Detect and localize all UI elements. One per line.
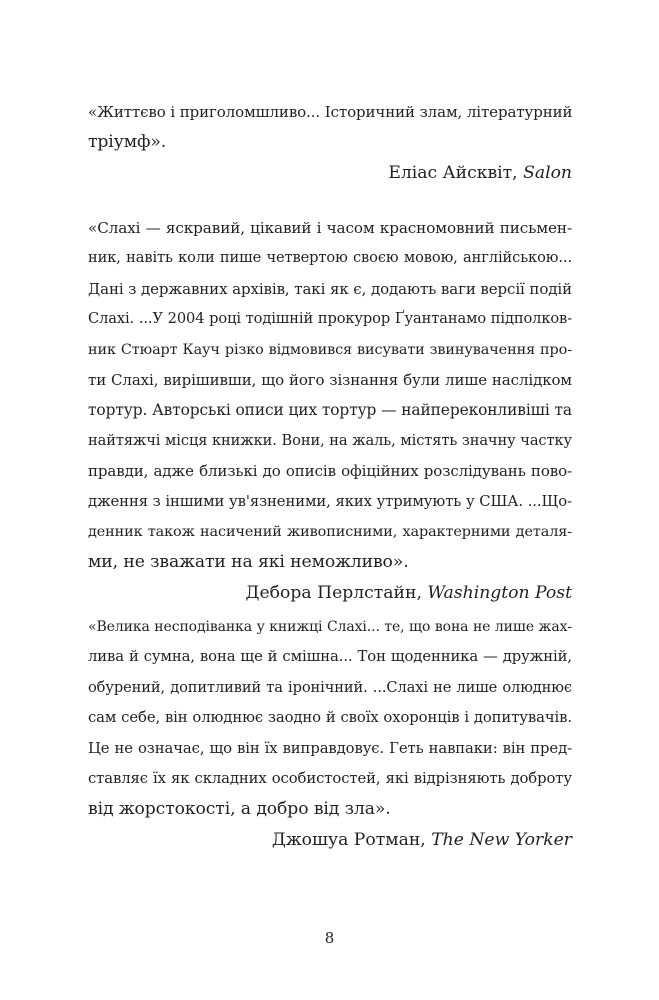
quote-text xyxy=(88,97,572,158)
quote-line: ти Слахі, вирішивши, що його зізнання були лише наслідком xyxy=(88,371,572,390)
quote-line: денник також насичений живописними, характерними деталя- xyxy=(88,524,572,541)
quote-source: Salon xyxy=(523,162,572,183)
review-quote-3 xyxy=(88,612,572,855)
review-quote-1 xyxy=(88,97,572,188)
quote-line: ми, не зважати на які неможливо». xyxy=(88,552,409,573)
quote-line: «Слахі — яскравий, цікавий і часом красномовний письмен- xyxy=(88,219,572,237)
quote-line: дження з іншими ув'язненими, яких утримують у США. ...Що- xyxy=(88,492,572,510)
quote-line: обурений, допитливий та іронічний. ...Слахі не лише олюднює xyxy=(88,678,572,696)
quote-line: правди, адже близькі до описів офіційних розслідувань пово- xyxy=(88,462,572,481)
quote-author: Дебора Перлстайн, xyxy=(245,582,428,603)
quote-line: найтяжчі місця книжки. Вони, на жаль, містять значну частку xyxy=(88,431,572,449)
quote-attribution xyxy=(88,158,572,188)
quote-line: ник Стюарт Кауч різко відмовився висувати звинувачення про- xyxy=(88,341,572,358)
quote-line: Дані з державних архівів, такі як є, додають ваги версії подій xyxy=(88,279,572,298)
quote-line: ник, навіть коли пише четвертою своєю мовою, англійською... xyxy=(88,249,572,267)
review-quote-2 xyxy=(88,213,572,608)
quote-line: Слахі. ...У 2004 році тодішній прокурор Ґуантанамо підполков- xyxy=(88,310,572,328)
quote-line: сам себе, він олюднює заодно й своїх охоронців і допитувачів. xyxy=(88,709,572,727)
quote-text xyxy=(88,612,572,825)
page-number: 8 xyxy=(324,929,335,947)
quote-attribution xyxy=(88,578,572,608)
quote-line: ставляє їх як складних особистостей, які відрізняють доброту xyxy=(88,770,572,788)
quote-author: Джошуа Ротман, xyxy=(271,829,432,850)
quote-line: «Життєво і приголомшливо... Історичний злам, літературний xyxy=(88,103,573,121)
quote-line: лива й сумна, вона ще й смішна... Тон щоденника — дружній, xyxy=(88,648,572,666)
quote-source: Washington Post xyxy=(427,582,572,603)
quote-line: тортур. Авторські описи цих тортур — найпереконливіші та xyxy=(88,401,572,420)
quote-attribution xyxy=(88,825,572,855)
quote-line: «Велика несподіванка у книжці Слахі... те, що вона не лише жах- xyxy=(88,619,572,635)
quote-line: Це не означає, що він їх виправдовує. Геть навпаки: він пред- xyxy=(88,739,572,757)
quote-line: тріумф». xyxy=(88,132,167,153)
quote-author: Еліас Айсквіт, xyxy=(388,162,524,183)
quote-line: від жорстокості, а добро від зла». xyxy=(88,799,391,820)
quote-text xyxy=(88,213,572,578)
quote-source: The New Yorker xyxy=(431,829,572,850)
